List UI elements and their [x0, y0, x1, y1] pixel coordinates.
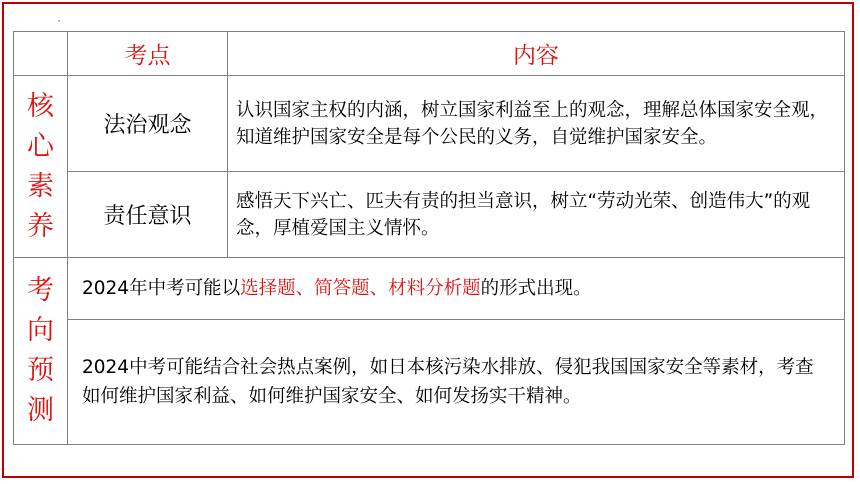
section-title-char: 向 — [27, 315, 54, 346]
header-neirong: 内容 — [228, 32, 845, 76]
section-title-char: 素 — [27, 170, 54, 202]
content-fazhi-guannian: 认识国家主权的内涵，树立国家利益至上的观念，理解总体国家安全观，知道维护国家安全是每个公民的义务，自觉维护国家安全。 — [228, 76, 845, 172]
decorative-dot — [58, 20, 60, 22]
exam-table — [13, 31, 845, 445]
prediction-question-types — [68, 258, 845, 320]
header-corner-cell — [14, 32, 68, 76]
prediction-highlight: 选择题、简答题、材料分析题 — [240, 278, 481, 299]
content-zeren-yishi: 感悟天下兴亡、匹夫有责的担当意识，树立“劳动光荣、创造伟大”的观念，厚植爱国主义情怀。 — [228, 172, 845, 258]
section-title-char: 考 — [27, 275, 54, 306]
header-row — [14, 32, 845, 76]
row-zeren — [14, 172, 845, 258]
section-title-char: 核 — [27, 90, 54, 122]
section-title-char: 预 — [27, 355, 54, 386]
section-title-char: 养 — [27, 210, 54, 242]
prediction-prefix: 2024年中考可能以 — [82, 278, 241, 299]
prediction-suffix: 的形式出现。 — [480, 278, 592, 299]
label-fazhi-guannian: 法治观念 — [68, 76, 228, 172]
header-kaodian: 考点 — [68, 32, 228, 76]
section-title-char: 心 — [27, 130, 54, 162]
section-title-char: 测 — [27, 395, 54, 426]
label-zeren-yishi: 责任意识 — [68, 172, 228, 258]
row-prediction-1 — [14, 258, 845, 320]
section-title-kaoxiang-yuce — [14, 258, 68, 445]
prediction-hot-topics: 2024中考可能结合社会热点案例，如日本核污染水排放、侵犯我国国家安全等素材，考查如何维护国家利益、如何维护国家安全、如何发扬实干精神。 — [68, 320, 845, 445]
row-prediction-2 — [14, 320, 845, 445]
section-title-hexin-suyang — [14, 76, 68, 258]
row-fazhi — [14, 76, 845, 172]
